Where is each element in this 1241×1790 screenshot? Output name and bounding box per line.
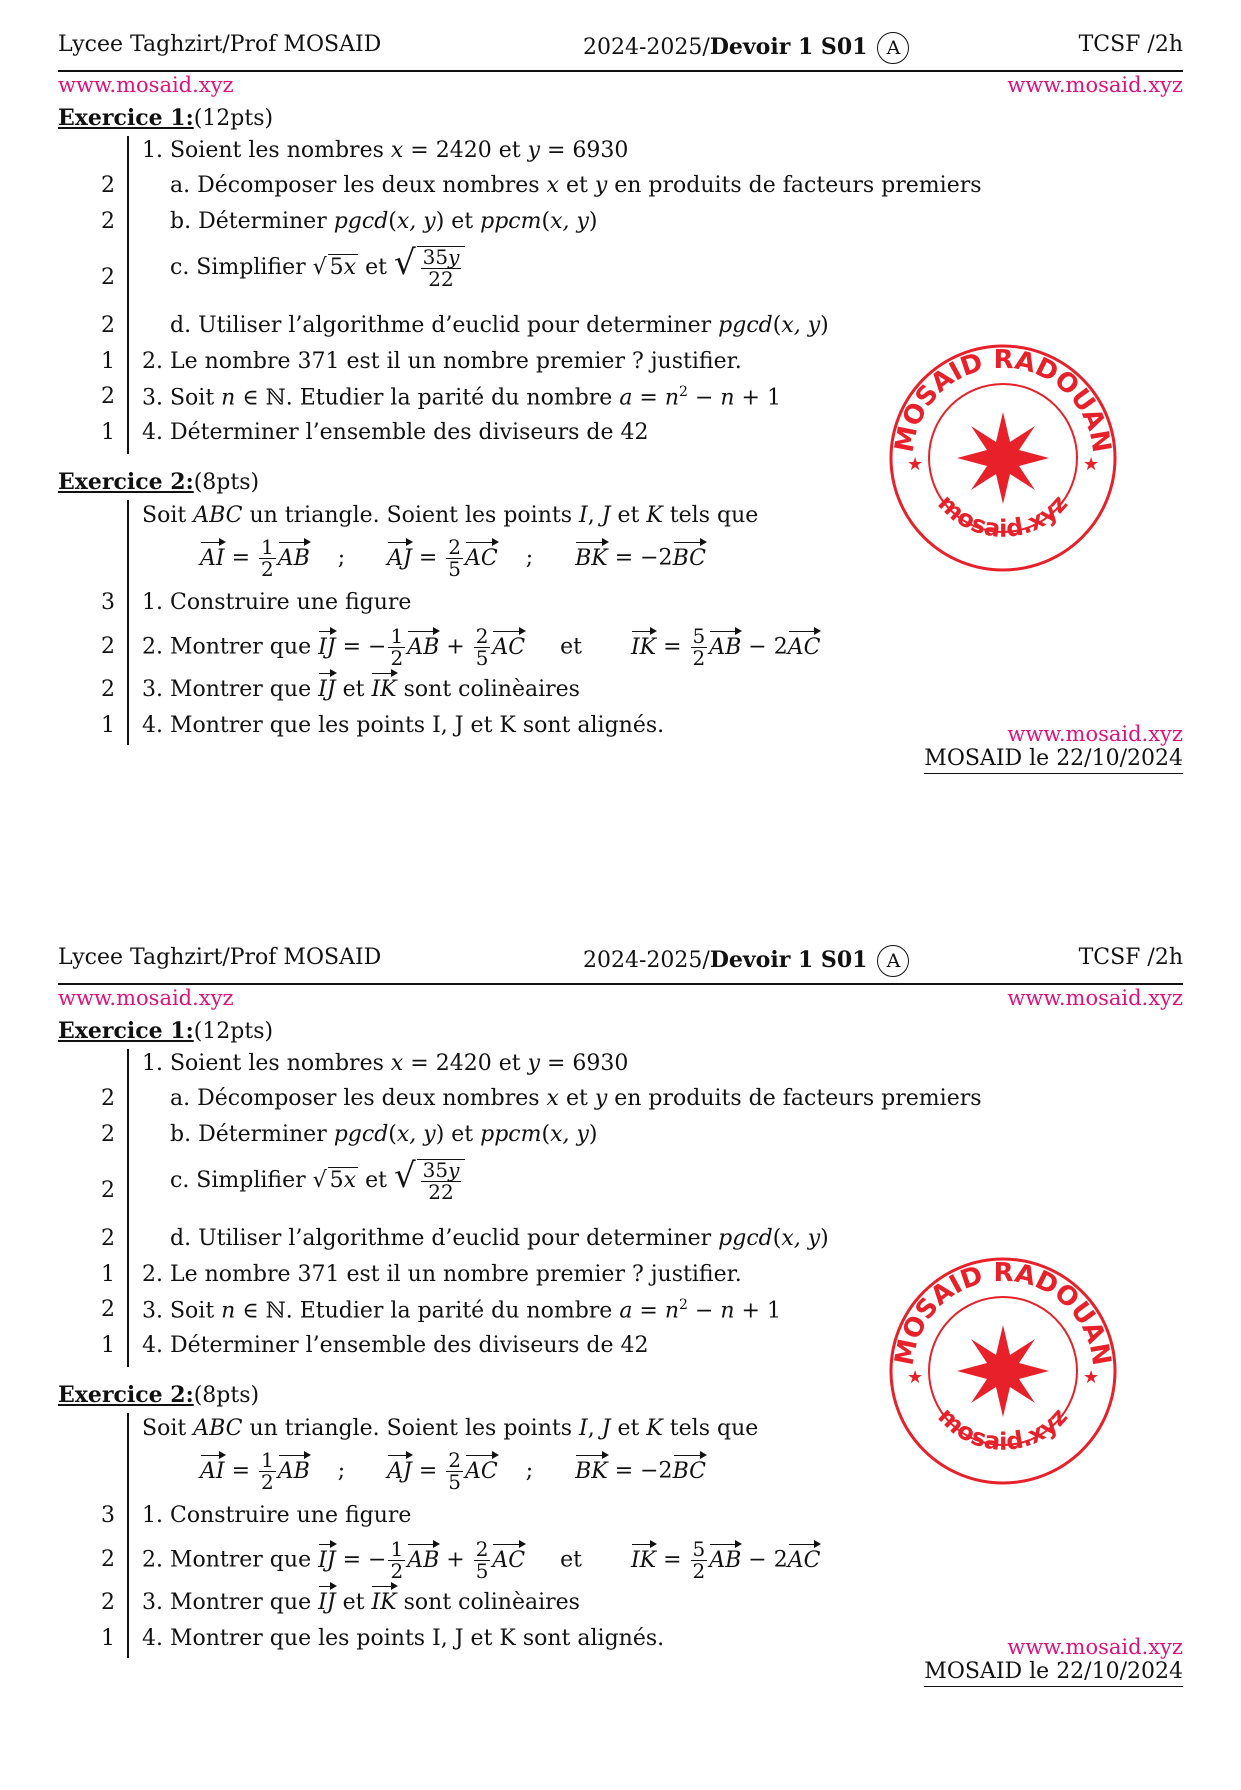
ex1-item-1c: 2 c. Simplifier √ 5x et √ $\frac{35y}{22}$ — [0, 1178, 1241, 1210]
ex2-intro: Soit ABC un triangle. Soient les points I, J et K tels que — [142, 1416, 759, 1441]
page-header — [58, 32, 1183, 66]
ex1-item-1b: 2 b. Déterminer pgcd(x, y) et ppcm(x, y) — [101, 1122, 598, 1147]
signature: MOSAID le 22/10/2024 — [924, 1659, 1183, 1687]
ex1-item-1d: 2 d. Utiliser l’algorithme d’euclid pour determiner pgcd(x, y) — [101, 1226, 829, 1251]
ex1-item-1c: 2 c. Simplifier √ 5x et √ $\frac{35y}{22}$ — [0, 265, 1241, 297]
ex1-item-1a: 2 a. Décomposer les deux nombres x et y en produits de facteurs premiers — [101, 1086, 982, 1111]
website-link-footer[interactable]: www.mosaid.xyz — [1007, 722, 1183, 746]
exam-title: 2024-2025/Devoir 1 S01 A — [583, 32, 909, 64]
exercise2-title: Exercice 2:(8pts) — [58, 469, 260, 495]
ex1-item-1a: 2 a. Décomposer les deux nombres x et y en produits de facteurs premiers — [101, 173, 982, 198]
ex2-item-1: 3 1. Construire une figure — [101, 590, 412, 615]
ex1-item-1d: 2 d. Utiliser l’algorithme d’euclid pour determiner pgcd(x, y) — [101, 313, 829, 338]
class-duration: TCSF /2h — [1078, 32, 1183, 57]
ex1-item-4: 1 4. Déterminer l’ensemble des diviseurs de 42 — [101, 1333, 649, 1358]
ex2-item-4: 1 4. Montrer que les points I, J et K sont alignés. — [101, 713, 665, 738]
exercise1-title: Exercice 1:(12pts) — [58, 105, 274, 131]
exam-title: 2024-2025/Devoir 1 S01 A — [583, 945, 909, 977]
svg-text:★: ★ — [1083, 454, 1100, 475]
header-rule — [58, 983, 1183, 985]
website-link-left[interactable]: www.mosaid.xyz — [58, 73, 234, 97]
exercise1-title: Exercice 1:(12pts) — [58, 1018, 274, 1044]
class-duration: TCSF /2h — [1078, 945, 1183, 970]
ex2-item-3: 2 3. Montrer que IJ et IK sont colinèaires — [101, 1590, 580, 1615]
stamp-seal — [885, 340, 1121, 576]
svg-text:MOSAID RADOUAN: MOSAID RADOUAN — [889, 344, 1117, 455]
school-name: Lycee Taghzirt/Prof MOSAID — [58, 32, 382, 57]
ex1-item-2: 1 2. Le nombre 371 est il un nombre premier ? justifier. — [101, 349, 742, 374]
svg-text:mosaid.xyz: mosaid.xyz — [932, 488, 1074, 543]
website-link-footer[interactable]: www.mosaid.xyz — [1007, 1635, 1183, 1659]
ex2-vector-relations: AI = $\frac{1}{2}$ AB ; AJ = $\frac{2}{5}$ AC ; BK = −2BC — [200, 535, 706, 581]
ex1-item-1: 1. Soient les nombres x = 2420 et y = 6930 — [142, 1051, 629, 1076]
ex2-item-2: 2 2. Montrer que IJ = − $\frac{1}{2}$ AB + $\frac{2}{5}$ AC et IK = $\frac{5}{2}$ AB − 2AC — [101, 624, 821, 670]
signature: MOSAID le 22/10/2024 — [924, 746, 1183, 774]
stamp-seal — [885, 1253, 1121, 1489]
svg-text:★: ★ — [907, 1367, 924, 1388]
ex1-item-1: 1. Soient les nombres x = 2420 et y = 6930 — [142, 138, 629, 163]
exam-copy-2 — [0, 913, 1241, 1790]
header-rule — [58, 70, 1183, 72]
ex1-item-2: 1 2. Le nombre 371 est il un nombre premier ? justifier. — [101, 1262, 742, 1287]
ex2-vector-relations: AI = $\frac{1}{2}$ AB ; AJ = $\frac{2}{5}$ AC ; BK = −2BC — [200, 1448, 706, 1494]
ex1-item-3: 2 3. Soit n ∈ ℕ. Etudier la parité du nombre $a = n^2 - n + 1$ — [101, 1297, 781, 1324]
exam-copy-1 — [0, 0, 1241, 877]
svg-text:★: ★ — [1083, 1367, 1100, 1388]
ex1-item-4: 1 4. Déterminer l’ensemble des diviseurs de 42 — [101, 420, 649, 445]
ex2-intro: Soit ABC un triangle. Soient les points I, J et K tels que — [142, 503, 759, 528]
school-name: Lycee Taghzirt/Prof MOSAID — [58, 945, 382, 970]
ex1-item-1b: 2 b. Déterminer pgcd(x, y) et ppcm(x, y) — [101, 209, 598, 234]
website-link-right[interactable]: www.mosaid.xyz — [1007, 73, 1183, 97]
ex1-item-3: 2 3. Soit n ∈ ℕ. Etudier la parité du nombre $a = n^2 - n + 1$ — [101, 384, 781, 411]
website-link-right[interactable]: www.mosaid.xyz — [1007, 986, 1183, 1010]
website-link-left[interactable]: www.mosaid.xyz — [58, 986, 234, 1010]
ex2-item-1: 3 1. Construire une figure — [101, 1503, 412, 1528]
svg-text:MOSAID RADOUAN: MOSAID RADOUAN — [889, 1257, 1117, 1368]
ex2-item-4: 1 4. Montrer que les points I, J et K sont alignés. — [101, 1626, 665, 1651]
ex2-item-2: 2 2. Montrer que IJ = − $\frac{1}{2}$ AB + $\frac{2}{5}$ AC et IK = $\frac{5}{2}$ AB − 2AC — [101, 1537, 821, 1583]
svg-text:★: ★ — [907, 454, 924, 475]
ex2-item-3: 2 3. Montrer que IJ et IK sont colinèaires — [101, 677, 580, 702]
exercise2-title: Exercice 2:(8pts) — [58, 1382, 260, 1408]
page-header — [58, 945, 1183, 979]
svg-text:mosaid.xyz: mosaid.xyz — [932, 1401, 1074, 1456]
variant-badge: A — [877, 32, 909, 64]
variant-badge: A — [877, 945, 909, 977]
